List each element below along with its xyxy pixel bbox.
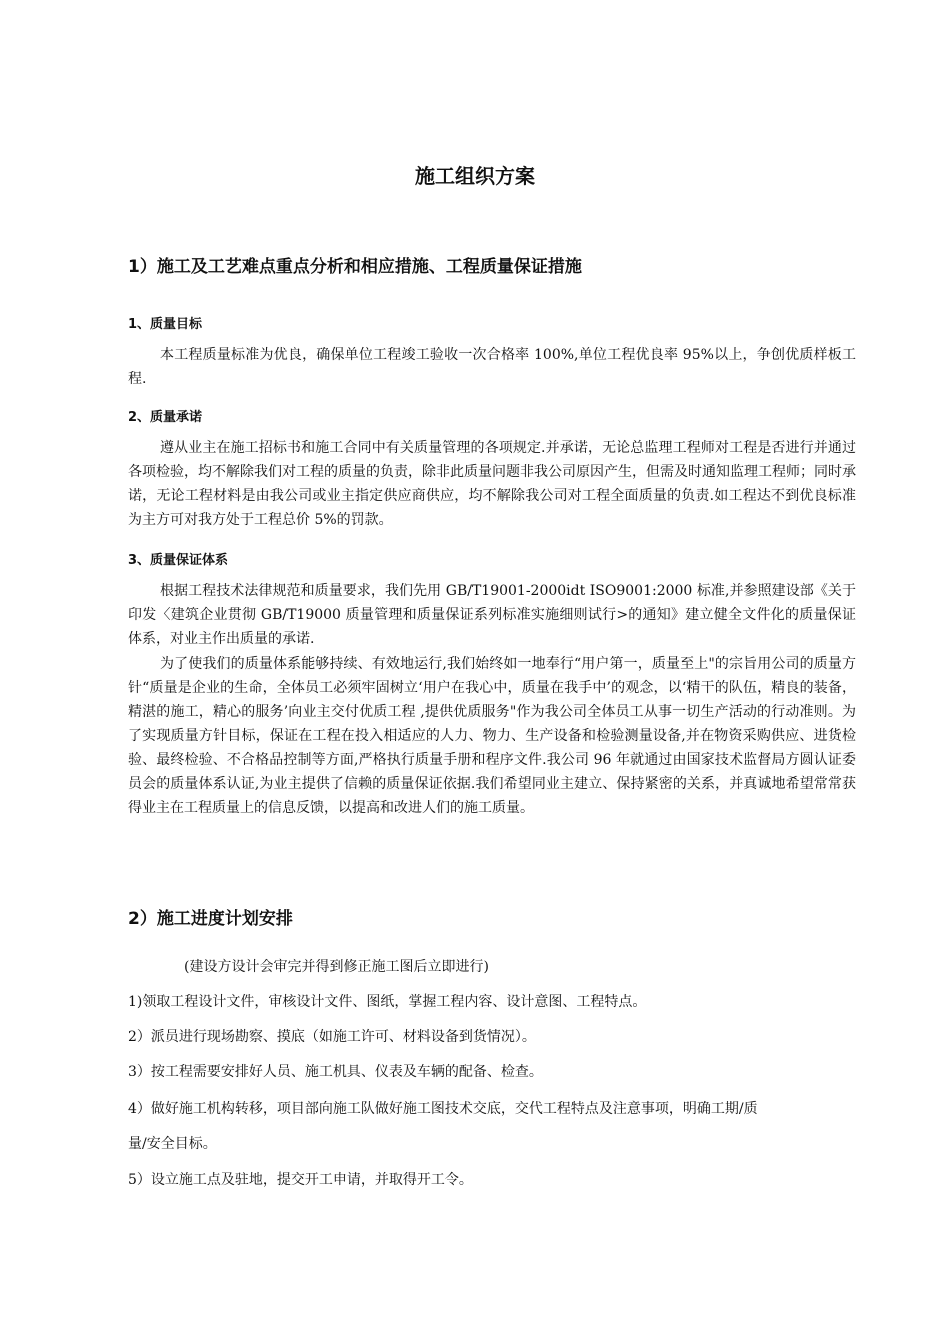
quality-system-paragraph-1: 根据工程技术法律规范和质量要求，我们先用 GB/T19001-2000idt ISO9001:2000 标准,并参照建设部《关于印发〈建筑企业贯彻 GB/T19000 质量管理和质量保证系列标准实施细则试行>的通知》建立健全文件化的质量保证体系，对业主作出质量的承诺. [128, 583, 856, 647]
quality-promise-paragraph: 遵从业主在施工招标书和施工合同中有关质量管理的各项规定.并承诺，无论总监理工程师对工程是否进行并通过各项检验，均不解除我们对工程的质量的负责，除非此质量问题非我公司原因产生，但需及时通知监理工程师；同时承诺，无论工程材料是由我公司或业主指定供应商供应，均不解除我公司对工程全面质量的负责.如工程达不到优良标准为主方可对我方处于工程总价 5%的罚款。 [128, 440, 856, 528]
section-2-heading: 2）施工进度计划安排 [128, 909, 293, 929]
schedule-item: 1)领取工程设计文件，审核设计文件、图纸，掌握工程内容、设计意图、工程特点。 [128, 994, 647, 1010]
quality-goal-paragraph: 本工程质量标准为优良，确保单位工程竣工验收一次合格率 100%,单位工程优良率 95%以上，争创优质样板工程. [128, 347, 856, 387]
subsection-quality-promise-heading: 2、质量承诺 [128, 410, 203, 425]
schedule-item: 5）设立施工点及驻地，提交开工申请，并取得开工令。 [128, 1172, 473, 1188]
schedule-item: 3）按工程需要安排好人员、施工机具、仪表及车辆的配备、检查。 [128, 1064, 543, 1080]
subsection-quality-system-heading: 3、质量保证体系 [128, 553, 229, 568]
page-title: 施工组织方案 [415, 164, 535, 188]
subsection-quality-goal-heading: 1、质量目标 [128, 317, 203, 332]
quality-system-paragraph-2: 为了使我们的质量体系能够持续、有效地运行,我们始终如一地奉行“用户第一，质量至上"的宗旨用公司的质量方针“质量是企业的生命，全体员工必须牢固树立‘用户在我心中，质量在我手中’的观念，以‘精干的队伍，精良的装备，精湛的施工，精心的服务’向业主交付优质工程 ,提供优质服务"作为我公司全体员工从事一切生产活动的行动准则。为了实现质量方针目标，保证在工程在投入相适应的人力、物力、生产设备和检验测量设备,并在物资采购供应、进货检验、最终检验、不合格品控制等方面,严格执行质量手册和程序文件.我公司 96 年就通过由国家技术监督局方圆认证委员会的质量体系认证,为业主提供了信赖的质量保证依据.我们希望同业主建立、保持紧密的关系，并真诚地希望常常获得业主在工程质量上的信息反馈，以提高和改进人们的施工质量。 [128, 656, 856, 816]
schedule-note: (建设方设计会审完并得到修正施工图后立即进行) [184, 959, 489, 975]
schedule-item: 4）做好施工机构转移，项目部向施工队做好施工图技术交底，交代工程特点及注意事项，明确工期/质 [128, 1101, 758, 1117]
section-1-heading: 1）施工及工艺难点重点分析和相应措施、工程质量保证措施 [128, 257, 582, 277]
schedule-item-continued: 量/安全目标。 [128, 1136, 217, 1152]
schedule-item: 2）派员进行现场勘察、摸底（如施工许可、材料设备到货情况）。 [128, 1029, 536, 1045]
